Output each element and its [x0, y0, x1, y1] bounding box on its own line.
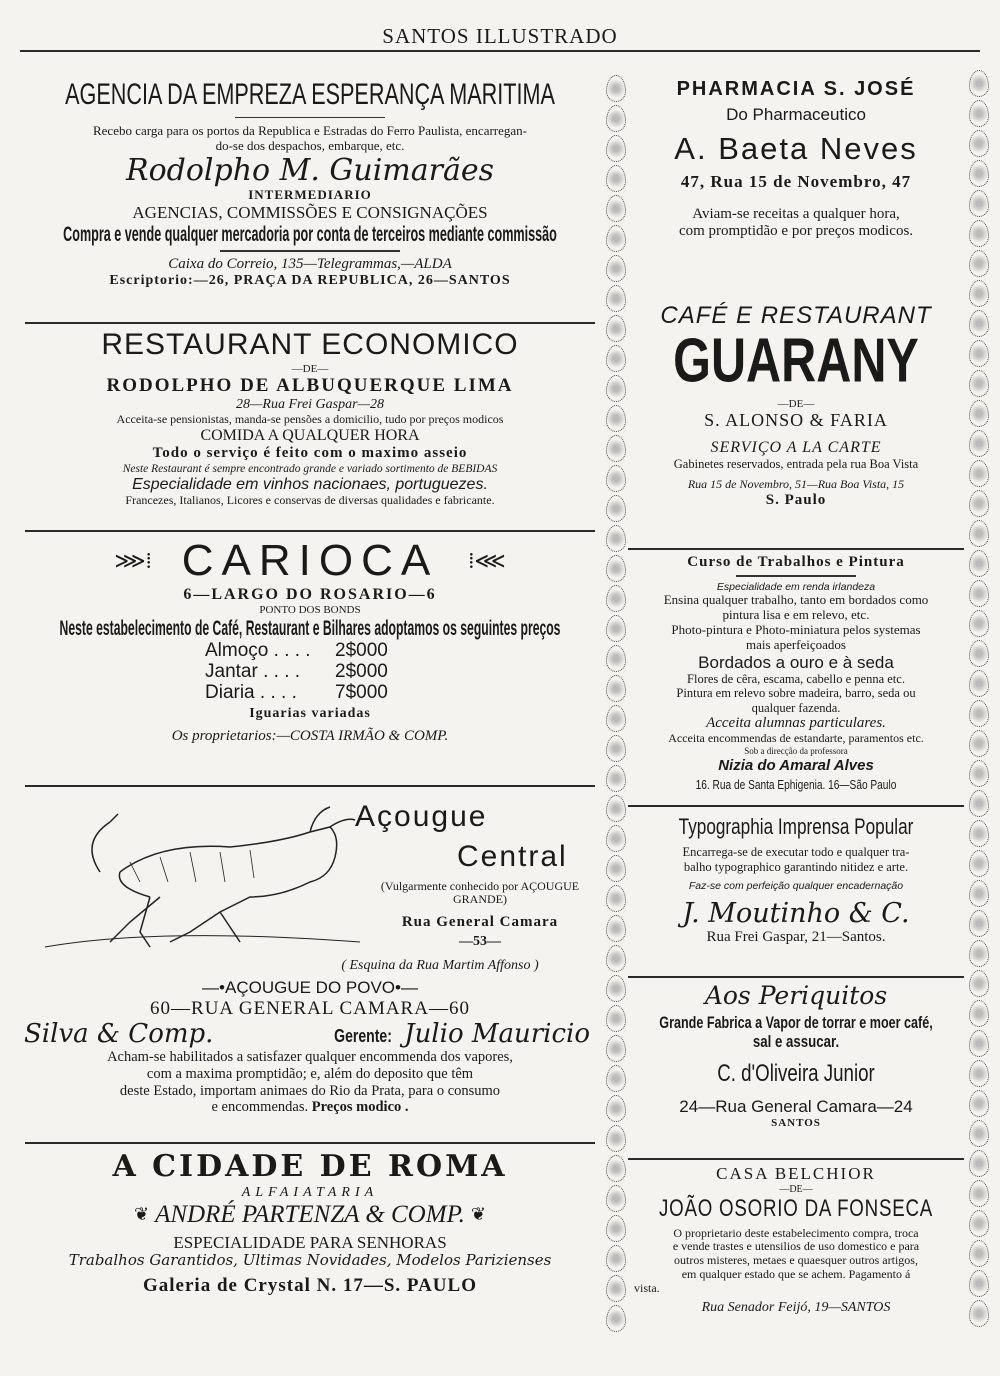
ad-text: Todo o serviço é feito com o maximo asseio	[152, 445, 468, 462]
leaf-ornament-icon	[606, 195, 626, 222]
leaf-ornament-icon	[606, 1005, 626, 1032]
leaf-ornament-icon	[606, 525, 626, 552]
price-item: Diaria . . . .	[205, 681, 297, 703]
leaf-ornament-icon	[969, 640, 989, 667]
ad-name: S. ALONSO & FARIA	[704, 410, 888, 431]
ad-text: —DE—	[777, 397, 815, 410]
ad-text: Pintura em relevo sobre madeira, barro, seda ou	[676, 686, 916, 701]
ad-text: Flores de cêra, escama, cabello e penna etc.	[687, 672, 905, 687]
ad-text: Os proprietarios:—COSTA IRMÃO & COMP.	[171, 727, 449, 744]
leaf-ornament-icon	[606, 795, 626, 822]
ad-text: e vende trastes e utensilios de uso domestico e para	[672, 1239, 920, 1254]
ad-text: Francezes, Italianos, Licores e conservas de diversas qualidades e fabricante.	[125, 493, 495, 508]
leaf-ornament-icon	[969, 1090, 989, 1117]
divider	[220, 250, 400, 252]
ad-name: Julio Mauricio	[404, 1019, 590, 1050]
leaf-ornament-icon	[606, 705, 626, 732]
leaf-ornament-icon	[606, 915, 626, 942]
ad-text: Faz-se com perfeição qualquer encadernação	[688, 880, 904, 893]
ad-text: pintura lisa e em relevo, etc.	[722, 606, 870, 622]
ad-text: SERVIÇO A LA CARTE	[710, 439, 882, 457]
ad-text: ESPECIALIDADE PARA SENHORAS	[173, 1232, 447, 1252]
carioca-title-row	[20, 536, 600, 586]
price-item: Almoço . . . .	[205, 640, 311, 662]
ad-text: Gabinetes reservados, entrada pela rua Boa Vista	[673, 457, 919, 472]
ad-guarany	[628, 302, 964, 509]
ad-text: em qualquer estado que se achem. Pagamento á	[681, 1267, 911, 1282]
leaf-ornament-icon	[606, 645, 626, 672]
ad-name: Nizia do Amaral Alves	[718, 756, 874, 774]
gerente-group	[326, 1019, 590, 1049]
leaf-ornament-icon	[606, 225, 626, 252]
leaf-ornament-icon	[606, 255, 626, 282]
ad-name: JOÃO OSORIO DA FONSECA	[658, 1195, 934, 1223]
ad-carioca	[20, 536, 600, 745]
ad-address: 28—Rua Frei Gaspar—28	[235, 396, 385, 412]
ad-text: PONTO DOS BONDS	[259, 604, 361, 617]
leaf-ornament-icon	[969, 1270, 989, 1297]
ad-title: RESTAURANT ECONOMICO	[101, 328, 519, 361]
leaf-ornament-icon	[606, 285, 626, 312]
leaf-ornament-icon	[606, 1125, 626, 1152]
ad-curso	[626, 554, 966, 793]
ad-text: COMIDA A QUALQUER HORA	[200, 426, 420, 444]
leaf-ornament-icon	[969, 190, 989, 217]
ad-text: com a maxima promptidão; e, além do deposito que têm	[146, 1066, 474, 1083]
leaf-ornament-icon	[969, 1300, 989, 1327]
ad-text: outros misteres, metaes e quaesquer outros artigos,	[674, 1253, 918, 1268]
ad-periquitos	[626, 982, 966, 1130]
leaf-ornament-icon	[969, 250, 989, 277]
ad-text: Ensina qualquer trabalho, tanto em bordados como	[663, 591, 929, 607]
leaf-ornament-icon	[606, 435, 626, 462]
leaf-ornament-icon	[969, 880, 989, 907]
ad-text: Preços modico .	[311, 1099, 409, 1116]
ad-restaurant-economico	[20, 328, 600, 508]
leaf-ornament-icon	[969, 460, 989, 487]
leaf-ornament-icon	[606, 675, 626, 702]
ad-address: Rua 15 de Novembro, 51—Rua Boa Vista, 15	[687, 476, 905, 491]
ad-label: Gerente:	[334, 1026, 392, 1047]
ad-text: Photo-pintura e Photo-miniatura pelos systemas	[671, 621, 921, 637]
ad-name: ANDRÉ PARTENZA & COMP.	[155, 1200, 465, 1228]
ad-text: Sob a direcção da professora	[744, 746, 848, 757]
leaf-ornament-icon	[606, 465, 626, 492]
ad-address: Rua Senador Feijó, 19—SANTOS	[701, 1299, 891, 1315]
ad-title: Typographia Imprensa Popular	[678, 814, 914, 839]
leaf-ornament-icon	[969, 340, 989, 367]
leaf-ornament-icon	[606, 945, 626, 972]
divider	[25, 785, 595, 787]
divider	[628, 548, 964, 550]
leaf-ornament-icon	[606, 765, 626, 792]
ad-text: deste Estado, importam animaes do Rio da Prata, para o consumo	[119, 1082, 501, 1099]
ad-address: 16. Rua de Santa Ephigenia. 16—São Paulo	[695, 776, 897, 792]
ad-text: e encommendas.	[211, 1099, 309, 1116]
leaf-ornament-icon	[969, 400, 989, 427]
leaf-ornament-icon	[969, 70, 989, 97]
ad-text: AGENCIAS, COMMISSÕES E CONSIGNAÇÕES	[132, 203, 488, 223]
ad-text: mais aperfeiçoados	[746, 636, 846, 652]
ad-address: Galeria de Crystal N. 17—S. PAULO	[143, 1275, 477, 1297]
leaf-ornament-icon	[969, 280, 989, 307]
leaf-ornament-icon	[606, 555, 626, 582]
price-row	[20, 683, 600, 704]
leaf-ornament-icon	[606, 345, 626, 372]
ad-address: Escriptorio:—26, PRAÇA DA REPUBLICA, 26—SANTOS	[109, 272, 511, 288]
ad-name: Silva & Comp.	[24, 1019, 214, 1050]
ad-text: —DE—	[779, 1183, 813, 1195]
leaf-ornament-icon	[606, 1185, 626, 1212]
ad-text: Especialidade em vinhos nacionaes, portuguezes.	[132, 475, 488, 493]
ad-text: (Vulgarmente conhecido por AÇOUGUE GRANDE)	[380, 879, 580, 906]
ad-address: 60—RUA GENERAL CAMARA—60	[150, 997, 470, 1019]
leaf-ornament-icon	[969, 130, 989, 157]
divider	[736, 575, 856, 577]
ad-text: Compra e vende qualquer mercadoria por conta de terceiros mediante commissão	[63, 222, 557, 246]
leaf-ornament-icon	[606, 135, 626, 162]
ad-text: qualquer fazenda.	[751, 700, 841, 715]
ad-name: J. Moutinho & C.	[682, 898, 910, 930]
ad-text-line	[20, 1099, 600, 1116]
ad-text: ( Esquina da Rua Martim Affonso )	[341, 958, 539, 973]
leaf-ornament-icon	[969, 910, 989, 937]
ad-name: RODOLPHO DE ALBUQUERQUE LIMA	[106, 375, 514, 397]
leaf-ornament-icon	[606, 825, 626, 852]
ad-pharmacia	[628, 78, 964, 240]
ad-title: CARIOCA	[181, 536, 439, 585]
leaf-ornament-icon	[606, 615, 626, 642]
ad-text: Acceita encommendas de estandarte, paramentos etc.	[668, 731, 924, 746]
ad-title: CAFÉ E RESTAURANT	[660, 302, 932, 329]
leaf-ornament-icon	[969, 610, 989, 637]
leaf-ornament-icon	[969, 160, 989, 187]
leaf-ornament-icon	[969, 520, 989, 547]
ad-text: —DE—	[291, 362, 329, 375]
leaf-ornament-icon	[969, 730, 989, 757]
leaf-ornament-icon	[969, 700, 989, 727]
leaf-ornament-icon	[606, 1065, 626, 1092]
firm-row	[20, 1019, 600, 1049]
ad-title: Aos Periquitos	[704, 981, 888, 1010]
leaf-ornament-icon	[606, 405, 626, 432]
leaf-ornament-icon	[606, 885, 626, 912]
flourish-icon: ⋙⁞	[114, 548, 152, 573]
ad-subtitle: —•AÇOUGUE DO POVO•—	[202, 978, 418, 997]
leaf-ornament-icon	[606, 855, 626, 882]
ornament-border-right	[966, 70, 992, 1327]
divider	[235, 117, 385, 119]
ad-address: Rua Frei Gaspar, 21—Santos.	[706, 929, 886, 946]
ad-text: SANTOS	[771, 1116, 821, 1129]
ad-title: AGENCIA DA EMPREZA ESPERANÇA MARITIMA	[65, 78, 555, 111]
ad-title: GUARANY	[673, 326, 919, 396]
leaf-ornament-icon	[606, 375, 626, 402]
ad-text: Neste estabelecimento de Café, Restaurant e Bilhares adoptamos os seguintes preços	[59, 617, 561, 641]
ad-acougue	[20, 792, 600, 1142]
ad-address: Rua General Camara	[401, 914, 559, 930]
divider	[628, 805, 964, 807]
leaf-ornament-icon	[969, 310, 989, 337]
price-value: 7$000	[335, 681, 388, 703]
ad-name: A. Baeta Neves	[674, 130, 918, 166]
leaf-ornament-icon	[969, 430, 989, 457]
ad-title: PHARMACIA S. JOSÉ	[676, 78, 916, 100]
leaf-ornament-icon	[606, 1155, 626, 1182]
ad-title: CASA BELCHIOR	[716, 1164, 876, 1183]
leaf-ornament-icon	[969, 1000, 989, 1027]
ad-text: Grande Fabrica a Vapor de torrar e moer café,	[659, 1012, 933, 1032]
leaf-ornament-icon	[606, 585, 626, 612]
ad-title: Central	[457, 840, 568, 873]
leaf-ornament-icon	[969, 820, 989, 847]
leaf-ornament-icon	[969, 550, 989, 577]
leaf-ornament-icon	[606, 1095, 626, 1122]
leaf-ornament-icon	[969, 1180, 989, 1207]
leaf-ornament-icon	[969, 580, 989, 607]
ad-text: Acceita alumnas particulares.	[706, 715, 886, 732]
leaf-ornament-icon	[969, 790, 989, 817]
leaf-ornament-icon	[969, 940, 989, 967]
ad-text: S. Paulo	[765, 491, 827, 508]
divider	[628, 976, 964, 978]
leaf-ornament-icon	[969, 1030, 989, 1057]
ad-text: INTERMEDIARIO	[248, 187, 372, 203]
leaf-ornament-icon	[606, 495, 626, 522]
ad-text: Neste Restaurant é sempre encontrado grande e variado sortimento de BEBIDAS	[122, 462, 498, 475]
price-value: 2$000	[335, 661, 388, 683]
ad-name: Rodolpho M. Guimarães	[125, 152, 494, 188]
ad-name: C. d'Oliveira Junior	[717, 1059, 875, 1087]
divider	[25, 530, 595, 532]
leaf-ornament-icon	[969, 220, 989, 247]
price-row	[20, 662, 600, 683]
leaf-ornament-icon	[606, 1245, 626, 1272]
leaf-ornament-icon	[969, 1060, 989, 1087]
ad-text: Encarrega-se de executar todo e qualquer tra-	[682, 845, 910, 860]
leaf-ornament-icon	[606, 1275, 626, 1302]
leaf-ornament-icon	[969, 1240, 989, 1267]
ad-title: Açougue	[355, 800, 488, 833]
ad-text: Acham-se habilitados a satisfazer qualquer encommenda dos vapores,	[107, 1049, 513, 1066]
leaf-ornament-icon: ❦	[470, 1204, 486, 1225]
ad-text: Caixa do Correio, 135—Telegrammas,—ALDA	[168, 255, 452, 272]
ad-text: —53—	[459, 934, 501, 949]
leaf-ornament-icon	[606, 315, 626, 342]
ad-subtitle: ALFAIATARIA	[241, 1184, 379, 1200]
leaf-ornament-icon	[606, 735, 626, 762]
leaf-ornament-icon	[606, 105, 626, 132]
price-row	[20, 641, 600, 662]
leaf-ornament-icon	[606, 975, 626, 1002]
leaf-ornament-icon	[606, 1215, 626, 1242]
divider	[628, 1158, 964, 1160]
divider	[25, 322, 595, 324]
leaf-ornament-icon: ❦	[134, 1204, 150, 1225]
price-value: 2$000	[335, 640, 388, 662]
flourish-icon: ⁞⋘	[468, 548, 506, 573]
ad-text: Recebo carga para os portos da Republica e Estradas do Ferro Paulista, encarregan-	[92, 123, 527, 138]
ad-title: Curso de Trabalhos e Pintura	[687, 554, 905, 570]
leaf-ornament-icon	[969, 490, 989, 517]
ad-text: Bordados a ouro e à seda	[698, 652, 894, 672]
ad-casa-belchior	[626, 1164, 966, 1316]
ad-cidade-de-roma	[20, 1150, 600, 1297]
ad-text: com promptidão e por preços modicos.	[678, 222, 914, 239]
ad-text: Acceita-se pensionistas, manda-se pensões a domicilio, tudo por preços modicos	[116, 412, 504, 427]
ad-agencia	[20, 78, 600, 289]
ad-text: vista.	[634, 1280, 660, 1295]
ad-text: Iguarias variadas	[249, 705, 371, 721]
ad-text: Especialidade em renda irlandeza	[716, 580, 876, 593]
leaf-ornament-icon	[606, 1035, 626, 1062]
ad-address: 24—Rua General Camara—24	[679, 1097, 913, 1117]
leaf-ornament-icon	[969, 850, 989, 877]
ad-text: Aviam-se receitas a qualquer hora,	[692, 205, 900, 222]
leaf-ornament-icon	[606, 1305, 626, 1332]
divider	[25, 1142, 595, 1144]
ad-text: Trabalhos Garantidos, Ultimas Novidades, Modelos Parizienses	[68, 1251, 552, 1270]
roma-owner-row	[20, 1201, 600, 1229]
page-header: SANTOS ILLUSTRADO	[382, 24, 618, 48]
ad-text: Do Pharmaceutico	[726, 105, 866, 124]
leaf-ornament-icon	[969, 760, 989, 787]
ad-text: do-se dos despachos, embarque, etc.	[215, 137, 405, 153]
bull-illustration	[40, 802, 370, 952]
ad-address: 6—LARGO DO ROSARIO—6	[183, 586, 437, 603]
ad-typographia	[626, 814, 966, 946]
leaf-ornament-icon	[969, 1150, 989, 1177]
leaf-ornament-icon	[606, 75, 626, 102]
ad-text: sal e assucar.	[752, 1032, 840, 1052]
leaf-ornament-icon	[969, 1210, 989, 1237]
ad-title: A CIDADE DE ROMA	[112, 1149, 508, 1184]
leaf-ornament-icon	[969, 1120, 989, 1147]
ad-address: 47, Rua 15 de Novembro, 47	[680, 172, 912, 192]
price-item: Jantar . . . .	[205, 661, 301, 683]
header-rule	[20, 50, 980, 52]
leaf-ornament-icon	[969, 100, 989, 127]
leaf-ornament-icon	[606, 165, 626, 192]
ad-text: balho typographico garantindo nitidez e arte.	[683, 859, 909, 874]
leaf-ornament-icon	[969, 670, 989, 697]
leaf-ornament-icon	[969, 370, 989, 397]
acougue-povo-block	[20, 978, 600, 1116]
leaf-ornament-icon	[969, 970, 989, 997]
ad-text: O proprietario deste estabelecimento compra, troca	[673, 1225, 919, 1240]
